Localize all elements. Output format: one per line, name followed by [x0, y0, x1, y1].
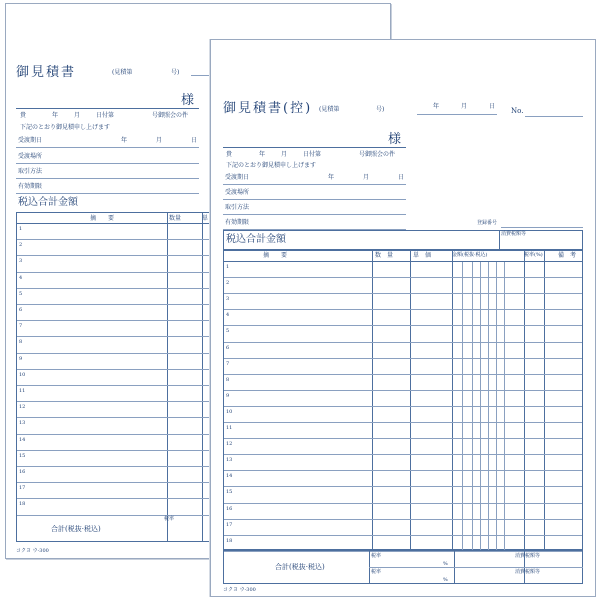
front-tax-amount: 消費税額等: [501, 231, 527, 237]
front-no-prefix: (見積第: [319, 106, 340, 113]
front-col-amount: 金額(税抜·税込): [452, 252, 488, 258]
front-inquiry: 号御照会の件: [359, 151, 396, 158]
front-tax-rate-2: 税率: [371, 569, 382, 575]
back-col-unit: 単: [202, 215, 209, 222]
back-row-number: 16: [19, 469, 26, 475]
front-header-rule: [224, 261, 582, 262]
front-recipient-rule: [223, 147, 406, 148]
back-validity: 有効期限: [18, 183, 43, 190]
front-row-number: 8: [226, 376, 230, 383]
front-row-number: 1: [226, 264, 230, 270]
front-percent-1: %: [443, 561, 448, 567]
back-row-number: 9: [19, 355, 23, 362]
back-no-rule: [191, 75, 211, 76]
back-rule-1: [16, 147, 199, 148]
back-day-ref: 日付第: [96, 112, 115, 119]
back-recipient-rule: [16, 108, 199, 109]
front-date-rule: [417, 114, 497, 115]
front-tax-amount-3: 消費税額等: [515, 569, 541, 575]
front-delivery-date: 受渡期日: [225, 174, 250, 181]
front-reg-no: 登録番号: [477, 220, 498, 226]
front-total-label: 税込合計金額: [226, 234, 286, 245]
front-date-year: 年: [433, 103, 440, 110]
front-row-number: 18: [226, 537, 233, 544]
back-row-number: 1: [19, 226, 23, 232]
back-no-prefix: (見積第: [112, 69, 133, 76]
front-row-number: 10: [226, 408, 233, 415]
back-sama: 様: [181, 93, 195, 108]
front-delivery-day: 日: [398, 174, 405, 181]
front-sheet: [210, 39, 596, 597]
back-date-day: 日: [191, 137, 198, 144]
back-rule-4: [16, 193, 199, 194]
front-row-rule: [224, 342, 582, 343]
front-row-number: 7: [226, 360, 230, 367]
front-row-rule: [224, 406, 582, 407]
back-row-number: 11: [19, 388, 26, 394]
front-row-number: 14: [226, 473, 233, 480]
back-ki: 貴: [20, 112, 27, 119]
front-row-rule: [224, 277, 582, 278]
front-no-rule: [525, 116, 583, 117]
front-ki: 貴: [226, 151, 233, 158]
front-sum-label: 合計(税抜·税込): [275, 563, 325, 571]
front-row-rule: [224, 454, 582, 455]
back-row-number: 17: [19, 485, 26, 492]
front-row-rule: [224, 503, 582, 504]
front-col-line-3: [452, 251, 453, 550]
back-row-number: 13: [19, 420, 26, 427]
front-row-number: 9: [226, 392, 230, 399]
front-row-rule: [224, 325, 582, 326]
back-delivery-place: 受渡場所: [18, 153, 43, 160]
front-col-item: 摘 要: [263, 252, 288, 259]
back-col-item: 摘 要: [90, 215, 115, 222]
front-col-line-1: [372, 251, 373, 550]
back-tax-rate: 税率: [164, 516, 175, 522]
front-row-rule: [224, 535, 582, 536]
back-payment: 取引方法: [18, 168, 43, 175]
back-row-number: 8: [19, 339, 23, 346]
front-rule-1: [223, 184, 406, 185]
front-title: 御見積書(控): [223, 101, 313, 116]
front-row-number: 13: [226, 457, 233, 464]
front-date-day: 日: [489, 103, 496, 110]
front-row-number: 6: [226, 344, 230, 351]
front-date-month: 月: [461, 103, 468, 110]
back-row-number: 7: [19, 323, 23, 330]
front-tax-rate-1: 税率: [371, 553, 382, 559]
front-delivery-month: 月: [363, 174, 370, 181]
back-row-number: 4: [19, 274, 23, 281]
front-validity: 有効期限: [225, 219, 250, 226]
front-row-number: 5: [226, 328, 230, 335]
front-row-rule: [224, 470, 582, 471]
back-col-line-2: [202, 213, 203, 542]
front-row-rule: [224, 422, 582, 423]
front-row-number: 16: [226, 505, 233, 512]
front-delivery-year: 年: [328, 174, 335, 181]
back-month: 月: [74, 112, 81, 119]
front-row-rule: [224, 486, 582, 487]
front-col-rate: 税率(%): [524, 252, 543, 258]
front-col-note: 備 考: [558, 252, 577, 259]
front-rule-3: [223, 214, 406, 215]
back-row-number: 18: [19, 501, 26, 508]
front-reg-rule: [501, 227, 583, 228]
front-month: 月: [281, 151, 288, 158]
back-row-number: 10: [19, 371, 26, 378]
back-footer: コクヨ ウ-300: [16, 548, 49, 554]
back-rule-3: [16, 178, 199, 179]
back-intro: 下記のとおり御見積申し上げます: [20, 124, 111, 131]
front-percent-2: %: [443, 577, 448, 583]
front-row-rule: [224, 519, 582, 520]
front-delivery-place: 受渡場所: [225, 189, 250, 196]
back-inquiry: 号御照会の件: [152, 112, 189, 119]
front-row-rule: [224, 358, 582, 359]
front-year: 年: [259, 151, 266, 158]
back-col-qty: 数量: [169, 215, 182, 222]
back-total-label: 税込合計金額: [18, 197, 78, 208]
front-row-rule: [224, 293, 582, 294]
front-row-number: 15: [226, 489, 233, 496]
back-delivery-date: 受渡期日: [18, 137, 43, 144]
front-summary-mid-rule: [369, 567, 583, 568]
front-item-table: [223, 250, 583, 550]
front-col-line-4: [524, 251, 525, 550]
front-row-rule: [224, 438, 582, 439]
front-no-suffix: 号): [376, 106, 385, 113]
front-col-qty: 数 量: [375, 252, 394, 259]
back-row-number: 2: [19, 242, 23, 249]
back-col-line-1: [167, 213, 168, 542]
back-year: 年: [52, 112, 59, 119]
front-intro: 下記のとおり御見積申し上げます: [226, 162, 317, 169]
front-row-number: 11: [226, 425, 233, 431]
front-row-number: 17: [226, 521, 233, 528]
back-rule-2: [16, 163, 199, 164]
front-row-number: 12: [226, 441, 233, 448]
front-footer: コクヨ ウ-300: [223, 587, 256, 593]
front-total-divider: [499, 231, 500, 250]
front-col-unit: 単 価: [413, 252, 432, 259]
front-payment: 取引方法: [225, 204, 250, 211]
back-row-number: 5: [19, 290, 23, 297]
front-row-number: 2: [226, 280, 230, 287]
back-date-month: 月: [156, 137, 163, 144]
front-no-label: No.: [511, 107, 524, 115]
front-col-line-2: [410, 251, 411, 550]
back-no-suffix: 号): [171, 69, 180, 76]
front-row-rule: [224, 309, 582, 310]
front-day-ref: 日付第: [303, 151, 322, 158]
front-row-number: 3: [226, 296, 230, 303]
front-row-rule: [224, 390, 582, 391]
front-col-line-5: [544, 251, 545, 550]
back-row-number: 14: [19, 436, 26, 443]
back-row-number: 12: [19, 404, 26, 411]
back-row-number: 3: [19, 258, 23, 265]
back-date-year: 年: [121, 137, 128, 144]
back-title: 御見積書: [16, 65, 77, 80]
front-tax-amount-2: 消費税額等: [515, 553, 541, 559]
front-sama: 様: [388, 132, 402, 147]
back-row-number: 6: [19, 307, 23, 313]
front-row-number: 4: [226, 312, 230, 319]
front-rule-2: [223, 199, 406, 200]
front-row-rule: [224, 374, 582, 375]
back-sum-label: 合計(税抜·税込): [51, 525, 101, 533]
back-row-number: 15: [19, 452, 26, 459]
